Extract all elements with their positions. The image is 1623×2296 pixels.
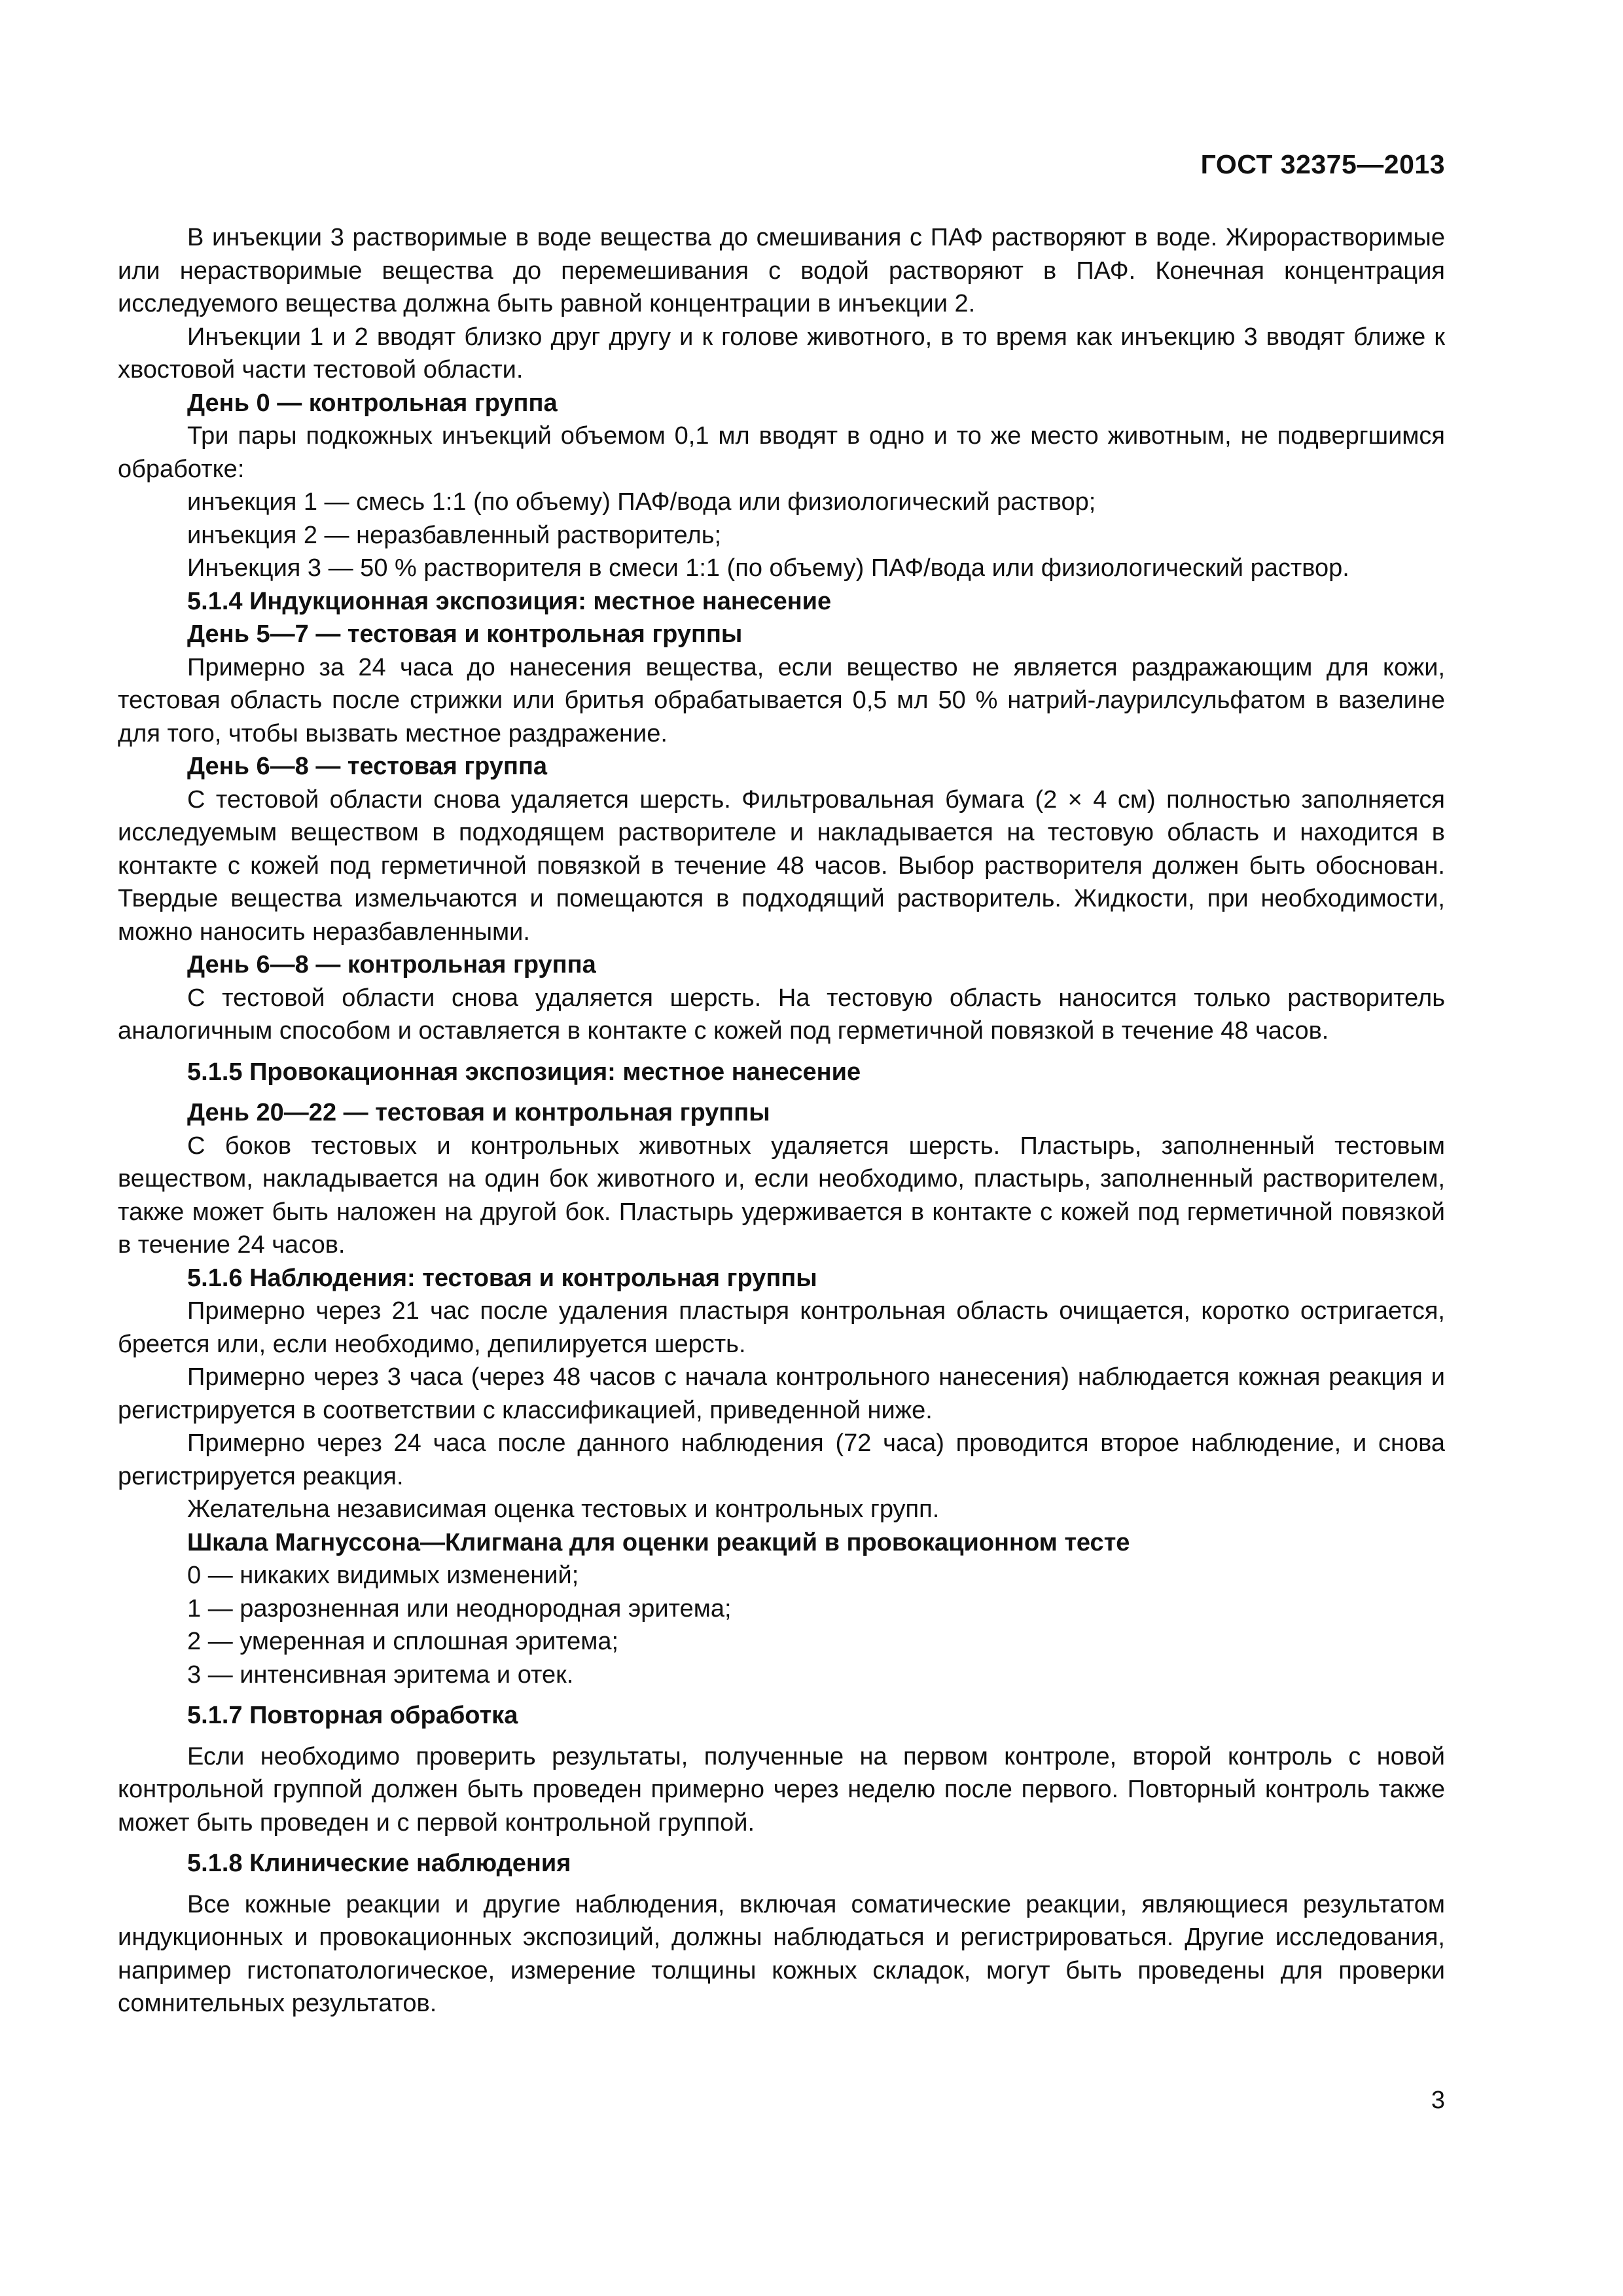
paragraph: В инъекции 3 растворимые в воде вещества до смешивания с ПАФ растворяют в воде. Жирорастворимые или нерастворимые вещества до перемешивания с водой растворяют в ПАФ. Конечная концентрация исследуемого вещества должна быть равной концентрации в инъекции 2. xyxy=(118,224,1445,317)
paragraph: Примерно через 24 часа после данного наблюдения (72 часа) проводится второе наблюдение, и снова регистрируется реакция. xyxy=(118,1429,1445,1490)
subheading: Шкала Магнуссона—Клигмана для оценки реакций в провокационном тесте xyxy=(187,1528,1130,1556)
section-heading: 5.1.5 Провокационная экспозиция: местное нанесение xyxy=(187,1058,861,1086)
list-item: инъекция 2 — неразбавленный растворитель; xyxy=(187,521,722,549)
paragraph: С боков тестовых и контрольных животных удаляется шерсть. Пластырь, заполненный тестовым веществом, накладывается на один бок животного и, если необходимо, пластырь, заполненный растворителем, также может быть наложен на другой бок. Пластырь удерживается в контакте с кожей под герметичной повязкой в течение 24 часов. xyxy=(118,1132,1445,1259)
subheading: День 0 — контрольная группа xyxy=(187,389,558,417)
paragraph: С тестовой области снова удаляется шерсть. Фильтровальная бумага (2 × 4 см) полностью заполняется исследуемым веществом в подходящем растворителе и накладывается на тестовую область и находится в контакте с кожей под герметичной повязкой в течение 48 часов. Выбор растворителя должен быть обоснован. Твердые вещества измельчаются и помещаются в подходящий растворитель. Жидкости, при необходимости, можно наносить неразбавленными. xyxy=(118,785,1445,946)
section-heading: 5.1.8 Клинические наблюдения xyxy=(187,1850,571,1877)
section-heading: 5.1.4 Индукционная экспозиция: местное нанесение xyxy=(187,587,832,615)
list-item: инъекция 1 — смесь 1:1 (по объему) ПАФ/вода или физиологический раствор; xyxy=(187,488,1096,516)
list-item: Инъекция 3 — 50 % растворителя в смеси 1:1 (по объему) ПАФ/вода или физиологический раствор. xyxy=(187,554,1349,582)
paragraph: Если необходимо проверить результаты, полученные на первом контроле, второй контроль с новой контрольной группой должен быть проведен примерно через неделю после первого. Повторный контроль также может быть проведен и с первой контрольной группой. xyxy=(118,1742,1445,1837)
paragraph: Три пары подкожных инъекций объемом 0,1 мл вводят в одно и то же место животным, не подвергшимся обработке: xyxy=(118,422,1445,483)
scale-item: 3 — интенсивная эритема и отек. xyxy=(187,1660,574,1689)
page-number: 3 xyxy=(1431,2087,1445,2114)
scale-item: 0 — никаких видимых изменений; xyxy=(187,1562,579,1589)
document-number: ГОСТ 32375—2013 xyxy=(1200,149,1445,179)
paragraph: Все кожные реакции и другие наблюдения, включая соматические реакции, являющиеся результатом индукционных и провокационных экспозиций, должны наблюдаться и регистрироваться. Другие исследования, например гистопатологическое, измерение толщины кожных складок, могут быть проведены для проверки сомнительных результатов. xyxy=(118,1890,1445,2017)
document-body xyxy=(118,221,1445,2020)
paragraph: Примерно через 3 часа (через 48 часов с начала контрольного нанесения) наблюдается кожная реакция и регистрируется в соответствии с классификацией, приведенной ниже. xyxy=(118,1363,1445,1424)
paragraph: С тестовой области снова удаляется шерсть. На тестовую область наносится только растворитель аналогичным способом и оставляется в контакте с кожей под герметичной повязкой в течение 48 часов. xyxy=(118,984,1445,1045)
paragraph: Примерно через 21 час после удаления пластыря контрольная область очищается, коротко остригается, бреется или, если необходимо, депилируется шерсть. xyxy=(118,1297,1445,1358)
subheading: День 6—8 — тестовая группа xyxy=(187,753,548,780)
scale-item: 2 — умеренная и сплошная эритема; xyxy=(187,1628,619,1655)
section-heading: 5.1.7 Повторная обработка xyxy=(187,1702,518,1729)
section-heading: 5.1.6 Наблюдения: тестовая и контрольная группы xyxy=(187,1264,817,1292)
paragraph: Желательна независимая оценка тестовых и контрольных групп. xyxy=(187,1496,940,1523)
subheading: День 6—8 — контрольная группа xyxy=(187,951,596,978)
paragraph: Инъекции 1 и 2 вводят близко друг другу и к голове животного, в то время как инъекцию 3 вводят ближе к хвостовой части тестовой области. xyxy=(118,323,1445,384)
paragraph: Примерно за 24 часа до нанесения вещества, если вещество не является раздражающим для кожи, тестовая область после стрижки или бритья обрабатывается 0,5 мл 50 % натрий-лаурилсульфатом в вазелине для того, чтобы вызвать местное раздражение. xyxy=(118,653,1445,747)
subheading: День 5—7 — тестовая и контрольная группы xyxy=(187,620,743,648)
subheading: День 20—22 — тестовая и контрольная группы xyxy=(187,1099,770,1126)
scale-item: 1 — разрозненная или неоднородная эритема; xyxy=(187,1594,732,1623)
